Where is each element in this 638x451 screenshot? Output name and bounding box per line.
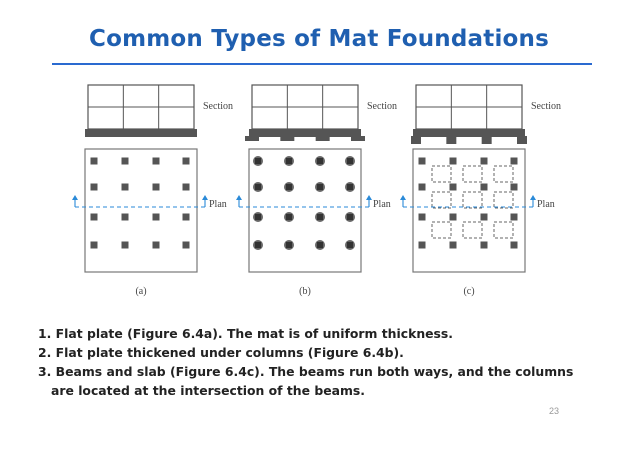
column bbox=[183, 214, 190, 221]
column bbox=[122, 242, 129, 249]
column bbox=[317, 158, 323, 164]
panel-a bbox=[72, 85, 233, 297]
column bbox=[450, 214, 457, 221]
column bbox=[481, 214, 488, 221]
mat-slab bbox=[249, 129, 361, 137]
section-label: Section bbox=[531, 101, 561, 112]
panel-caption: (a) bbox=[135, 286, 147, 297]
section-label: Section bbox=[203, 101, 233, 112]
beam-bay bbox=[432, 192, 451, 208]
plan-outline bbox=[249, 149, 361, 272]
plan-cut-arrowhead bbox=[530, 195, 536, 200]
plan-cut-arrowhead bbox=[236, 195, 242, 200]
panel-b bbox=[236, 85, 397, 297]
list-item: 1. Flat plate (Figure 6.4a). The mat is of uniform thickness. bbox=[38, 326, 453, 341]
column bbox=[122, 158, 129, 165]
section-label: Section bbox=[367, 101, 397, 112]
beam-bay bbox=[432, 222, 451, 238]
mat-slab bbox=[85, 129, 197, 137]
column bbox=[153, 158, 160, 165]
plan-outline bbox=[85, 149, 197, 272]
column bbox=[317, 214, 323, 220]
column bbox=[255, 158, 261, 164]
column bbox=[419, 184, 426, 191]
column bbox=[419, 242, 426, 249]
column bbox=[255, 214, 261, 220]
column bbox=[317, 184, 323, 190]
column-thickening bbox=[245, 136, 259, 141]
plan-cut-arrowhead bbox=[366, 195, 372, 200]
column bbox=[122, 214, 129, 221]
column bbox=[286, 158, 292, 164]
beam-bay bbox=[432, 166, 451, 182]
column bbox=[511, 214, 518, 221]
beam-bay bbox=[463, 222, 482, 238]
slide-title: Common Types of Mat Foundations bbox=[89, 26, 549, 52]
column bbox=[317, 242, 323, 248]
beam-section bbox=[517, 136, 527, 144]
plan-label: Plan bbox=[373, 199, 391, 210]
column bbox=[255, 184, 261, 190]
list-item: 3. Beams and slab (Figure 6.4c). The beams run both ways, and the columns bbox=[38, 364, 574, 379]
plan-cut-arrowhead bbox=[400, 195, 406, 200]
column bbox=[450, 158, 457, 165]
beam-section bbox=[411, 136, 421, 144]
column bbox=[481, 242, 488, 249]
page-number: 23 bbox=[549, 406, 560, 416]
panel-caption: (b) bbox=[299, 286, 311, 297]
panel-c bbox=[400, 85, 561, 297]
column bbox=[419, 214, 426, 221]
column bbox=[511, 184, 518, 191]
column bbox=[153, 184, 160, 191]
column bbox=[450, 242, 457, 249]
beam-bay bbox=[494, 192, 513, 208]
column bbox=[183, 184, 190, 191]
column bbox=[286, 242, 292, 248]
beam-section bbox=[482, 136, 492, 144]
column bbox=[419, 158, 426, 165]
list-item: are located at the intersection of the beams. bbox=[51, 383, 365, 398]
beam-section bbox=[446, 136, 456, 144]
column bbox=[481, 184, 488, 191]
description-list bbox=[38, 324, 618, 400]
plan-cut-arrowhead bbox=[202, 195, 208, 200]
column bbox=[286, 214, 292, 220]
column bbox=[347, 242, 353, 248]
plan-label: Plan bbox=[537, 199, 555, 210]
panel-caption: (c) bbox=[463, 286, 475, 297]
beam-bay bbox=[463, 192, 482, 208]
column bbox=[511, 158, 518, 165]
column-thickening bbox=[351, 136, 365, 141]
column bbox=[450, 184, 457, 191]
column bbox=[153, 214, 160, 221]
column bbox=[153, 242, 160, 249]
column bbox=[347, 158, 353, 164]
mat-slab bbox=[413, 129, 525, 137]
column bbox=[183, 158, 190, 165]
column bbox=[511, 242, 518, 249]
plan-label: Plan bbox=[209, 199, 227, 210]
plan-outline bbox=[413, 149, 525, 272]
beam-bay bbox=[463, 166, 482, 182]
column bbox=[183, 242, 190, 249]
column bbox=[91, 242, 98, 249]
column-thickening bbox=[316, 136, 330, 141]
column bbox=[255, 242, 261, 248]
column bbox=[347, 184, 353, 190]
beam-bay bbox=[494, 166, 513, 182]
plan-cut-arrowhead bbox=[72, 195, 78, 200]
column-thickening bbox=[280, 136, 294, 141]
list-item: 2. Flat plate thickened under columns (Figure 6.4b). bbox=[38, 345, 404, 360]
column bbox=[91, 214, 98, 221]
column bbox=[91, 184, 98, 191]
beam-bay bbox=[494, 222, 513, 238]
column bbox=[91, 158, 98, 165]
column bbox=[286, 184, 292, 190]
column bbox=[122, 184, 129, 191]
column bbox=[347, 214, 353, 220]
column bbox=[481, 158, 488, 165]
